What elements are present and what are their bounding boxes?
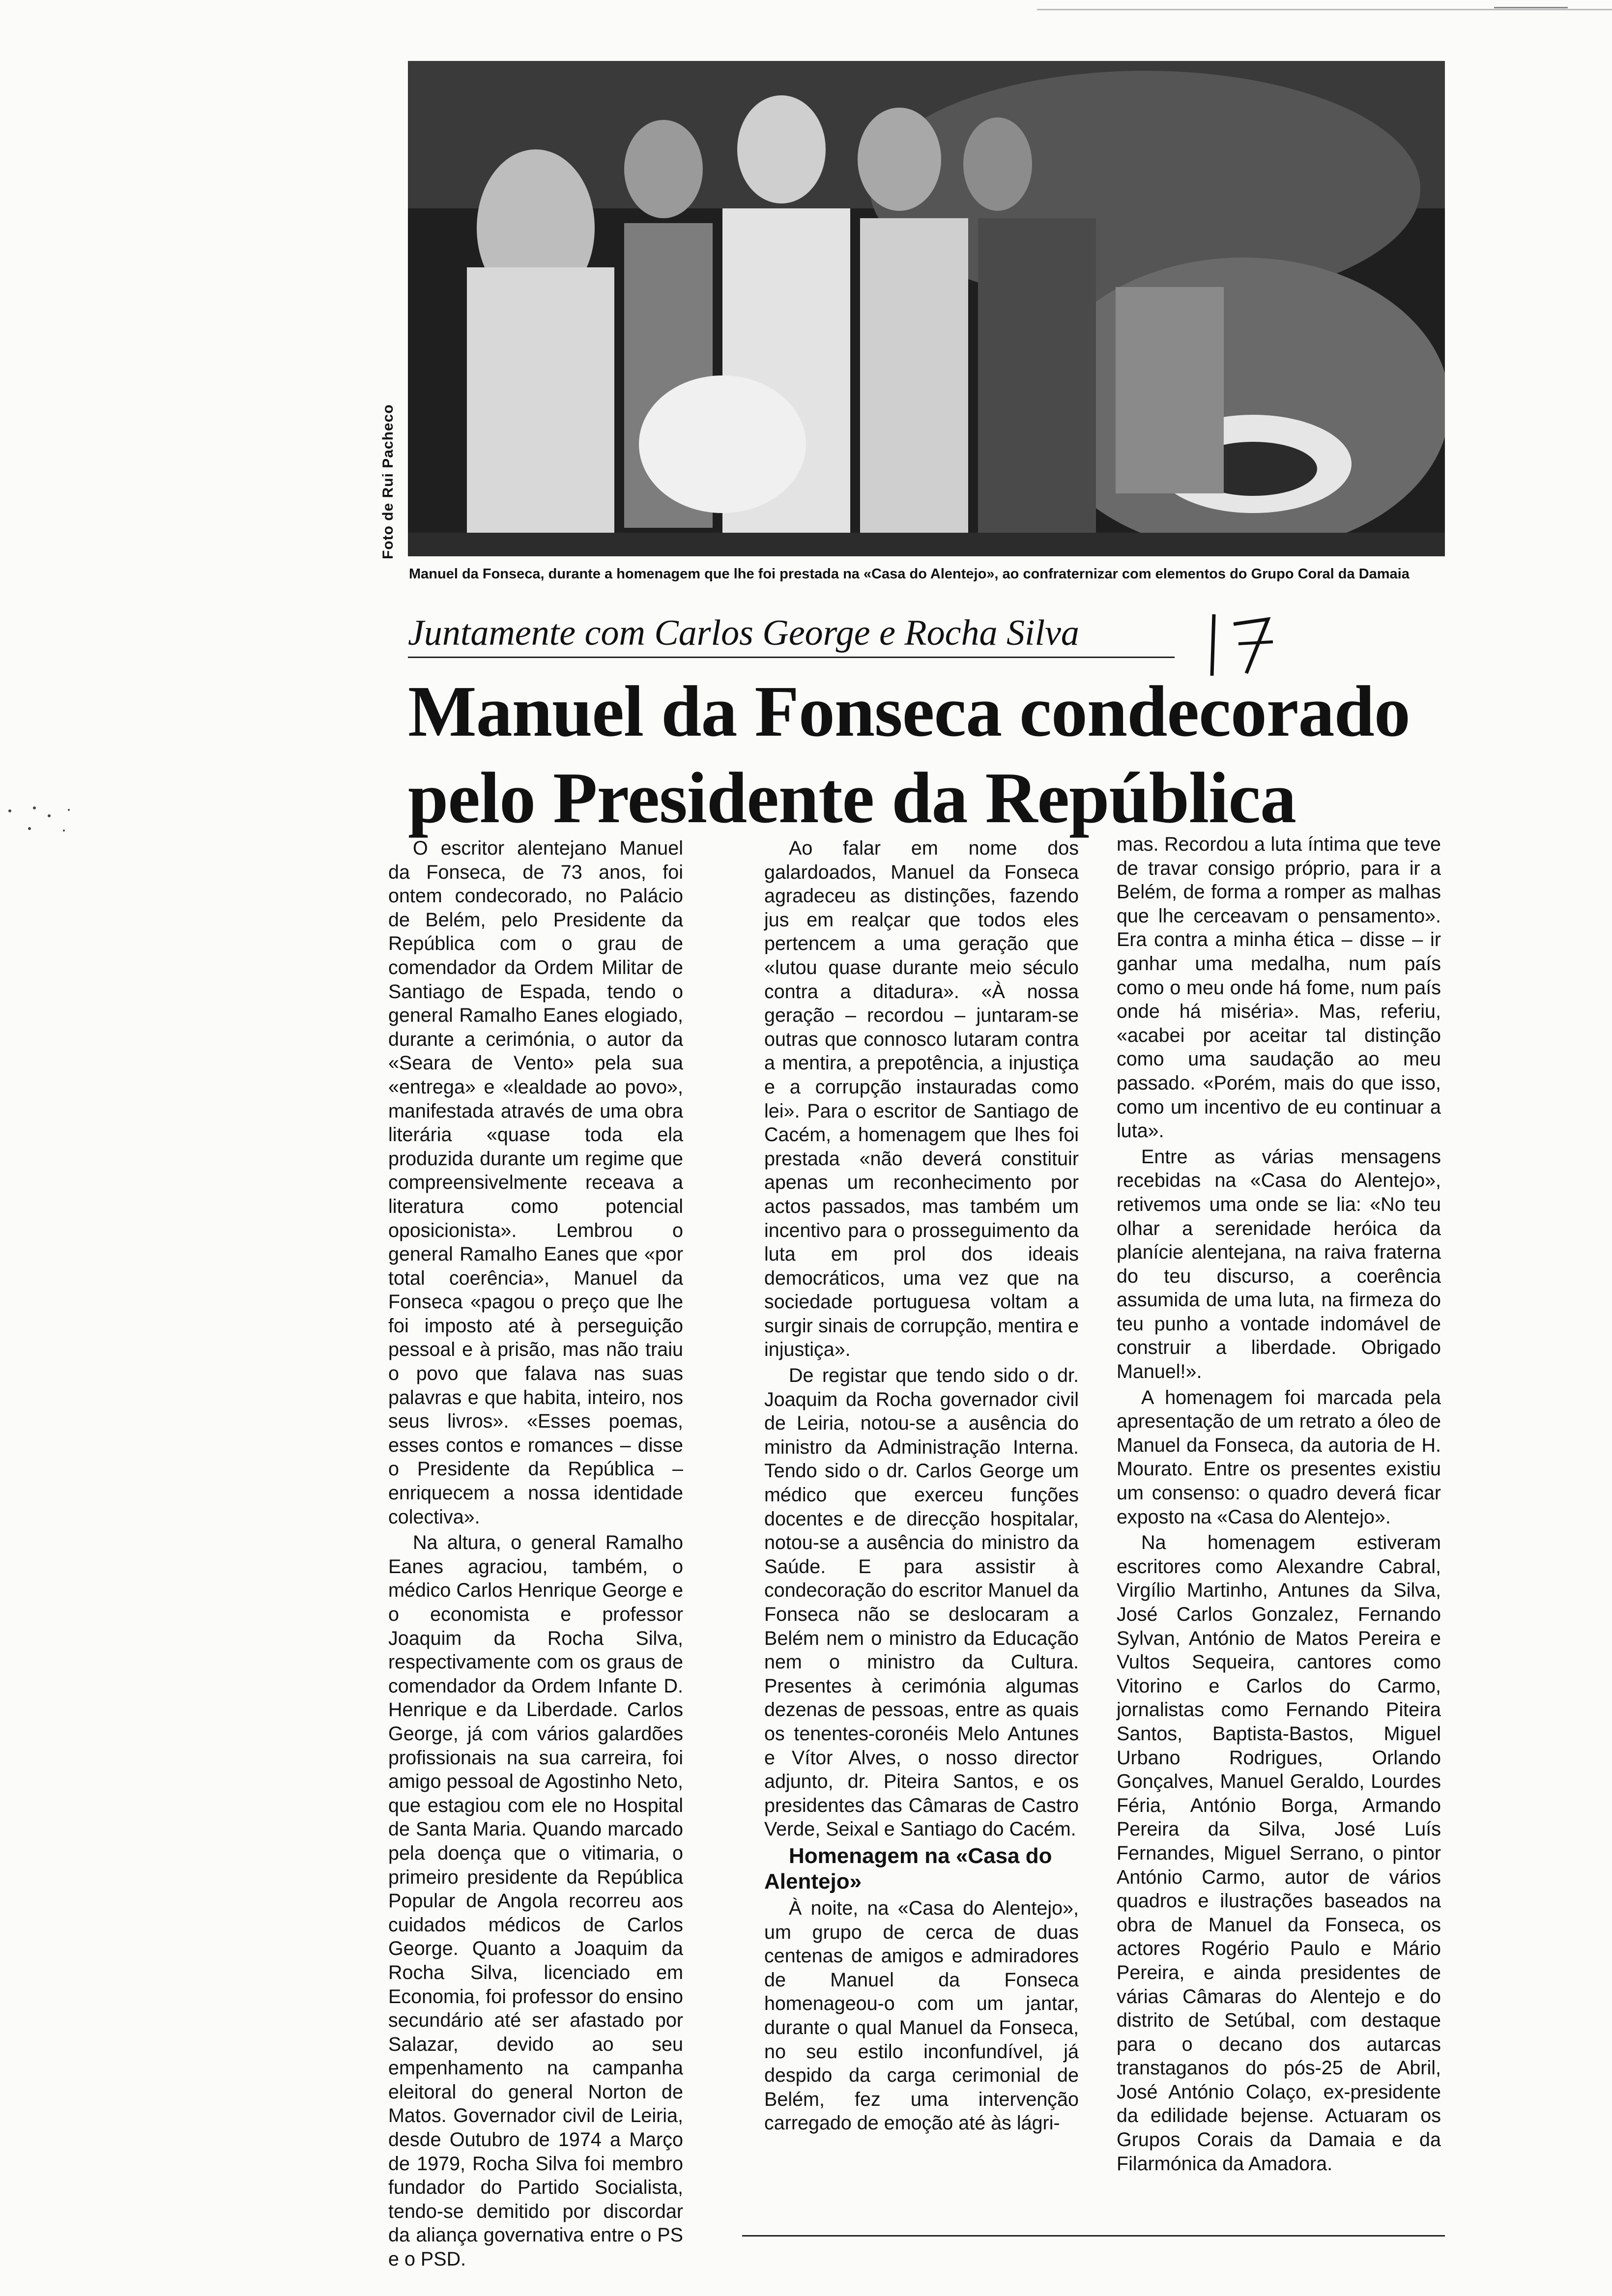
- paragraph: De registar que tendo sido o dr. Joaquim da Rocha governador civil de Leiria, notou-se a ausência do ministro da Administração Interna. Tendo sido o dr. Carlos George um médico que exerceu funções docentes e de direcção hospitalar, notou-se a ausência do ministro da Saúde. E para assistir à condecoração do escritor Manuel da Fonseca não se deslocaram a Belém nem o ministro da Educação nem o ministro da Cultura. Presentes à cerimónia algumas dezenas de pessoas, entre as quais os tenentes-coronéis Melo Antunes e Vítor Alves, o nosso director adjunto, dr. Piteira Santos, e os presidentes das Câmaras de Castro Verde, Seixal e Santiago do Cacém.: [764, 1365, 1079, 1840]
- bottom-rule: [742, 2235, 1445, 2237]
- headline: [408, 668, 1538, 841]
- article-column-2: [764, 836, 1079, 2137]
- paragraph: Entre as várias mensagens recebidas na «Casa do Alentejo», retivemos uma onde se lia: «No teu olhar a serenidade heróica da planície alentejana, na raiva fraterna do teu discurso, a coerência assumida de uma luta, na firmeza do teu punho a vontade indomável de construir a liberdade. Obrigado Manuel!».: [1117, 1146, 1441, 1383]
- article-photo: [408, 61, 1445, 556]
- paragraph: À noite, na «Casa do Alentejo», um grupo de cerca de duas centenas de amigos e admiradores de Manuel da Fonseca homenageou-o com um jantar, durante o qual Manuel da Fonseca, no seu estilo inconfundível, já despido da carga cerimonial de Belém, fez uma intervenção carregado de emoção até às lágri-: [764, 1897, 1079, 2134]
- article-column-1: [388, 836, 683, 2273]
- top-edge-mark: [1494, 7, 1568, 8]
- photo-caption: Manuel da Fonseca, durante a homenagem que lhe foi prestada na «Casa do Alentejo», ao confraternizar com elementos do Grupo Coral da Damaia: [409, 566, 1410, 582]
- margin-marks: [0, 801, 88, 840]
- paragraph: Na altura, o general Ramalho Eanes agraciou, também, o médico Carlos Henrique George e o economista e professor Joaquim da Rocha Silva, respectivamente com os graus de comendador da Ordem Infante D. Henrique e da Liberdade. Carlos George, já com vários galardões profissionais na sua carreira, foi amigo pessoal de Agostinho Neto, que estagiou com ele no Hospital de Santa Maria. Quando marcado pela doença que o vitimaria, o primeiro presidente da República Popular de Angola recorreu aos cuidados médicos de Carlos George. Quanto a Joaquim da Rocha Silva, licenciado em Economia, foi professor do ensino secundário até ser afastado por Salazar, devido ao seu empenhamento na campanha eleitoral do general Norton de Matos. Governador civil de Leiria, desde Outubro de 1974 a Março de 1979, Rocha Silva foi membro fundador do Partido Socialista, tendo-se demitido por discordar da aliança governativa entre o PS e o PSD.: [388, 1532, 683, 2270]
- headline-line-1: Manuel da Fonseca condecorado: [408, 671, 1410, 752]
- kicker: Juntamente com Carlos George e Rocha Silva: [408, 613, 1079, 653]
- paragraph: Na homenagem estiveram escritores como Alexandre Cabral, Virgílio Martinho, Antunes da Silva, José Carlos Gonzalez, Fernando Sylvan, António de Matos Pereira e Vultos Sequeira, cantores como Vitorino e Carlos do Carmo, jornalistas como Fernando Piteira Santos, Baptista-Bastos, Miguel Urbano Rodrigues, Orlando Gonçalves, Manuel Geraldo, Lourdes Féria, António Borga, Armando Pereira da Silva, José Luís Fernandes, Miguel Serrano, o pintor António Carmo, autor de vários quadros e ilustrações baseados na obra de Manuel da Fonseca, os actores Rogério Paulo e Mário Pereira, e ainda presidentes de várias Câmaras do Alentejo e do distrito de Setúbal, com destaque para o decano dos autarcas transtaganos do pós-25 de Abril, José António Colaço, ex-presidente da edilidade bejense. Actuaram os Grupos Corais da Damaia e da Filarmónica da Amadora.: [1117, 1532, 1441, 2175]
- article-column-3: [1117, 832, 1441, 2178]
- photo-credit: Foto de Rui Pacheco: [380, 404, 396, 559]
- handwritten-mark: [1199, 609, 1297, 678]
- subheading: Homenagem na «Casa do Alentejo»: [764, 1843, 1052, 1894]
- paragraph: mas. Recordou a luta íntima que teve de travar consigo próprio, para ir a Belém, de forma a romper as malhas que lhe cerceavam o pensamento». Era contra a minha ética – disse – ir ganhar uma medalha, num país como o meu onde há fome, num país onde há miséria». Mas, referiu, «acabei por aceitar tal distinção como uma saudação ao meu passado. «Porém, mais do que isso, como um incentivo de eu continuar a luta».: [1117, 833, 1441, 1142]
- headline-line-2: pelo Presidente da República: [408, 758, 1296, 838]
- kicker-underline: [408, 657, 1175, 658]
- top-edge-line: [1037, 9, 1612, 10]
- paragraph: O escritor alentejano Manuel da Fonseca, de 73 anos, foi ontem condecorado, no Palácio de Belém, pelo Presidente da República com o grau de comendador da Ordem Militar de Santiago de Espada, tendo o general Ramalho Eanes elogiado, durante a cerimónia, o autor da «Seara de Vento» pela sua «entrega» e «lealdade ao povo», manifestada através de uma obra literária «quase toda ela produzida durante um regime que compreensivelmente receava a literatura como potencial oposicionista». Lembrou o general Ramalho Eanes que «por total coerência», Manuel da Fonseca «pagou o preço que lhe foi imposto até à perseguição pessoal e à prisão, mas não traiu o povo que falava nas suas palavras e que habita, inteiro, nos seus livros». «Esses poemas, esses contos e romances – disse o Presidente da República – enriquecem a nossa identidade colectiva».: [388, 837, 683, 1528]
- paragraph: Ao falar em nome dos galardoados, Manuel da Fonseca agradeceu as distinções, fazendo jus em realçar que todos eles pertencem a uma geração que «lutou quase durante meio século contra a ditadura». «À nossa geração – recordou – juntaram-se outras que connosco lutaram contra a mentira, a prepotência, a injustiça e a corrupção instauradas como lei». Para o escritor de Santiago de Cacém, a homenagem que lhes foi prestada «não deverá constituir apenas um reconhecimento por actos passados, mas também um incentivo para o prosseguimento da luta em prol dos ideais democráticos, uma vez que na sociedade portuguesa voltam a surgir sinais de corrupção, mentira e injustiça».: [764, 837, 1079, 1361]
- paragraph: A homenagem foi marcada pela apresentação de um retrato a óleo de Manuel da Fonseca, da autoria de H. Mourato. Entre os presentes existiu um consenso: o quadro deverá ficar exposto na «Casa do Alentejo».: [1117, 1386, 1441, 1528]
